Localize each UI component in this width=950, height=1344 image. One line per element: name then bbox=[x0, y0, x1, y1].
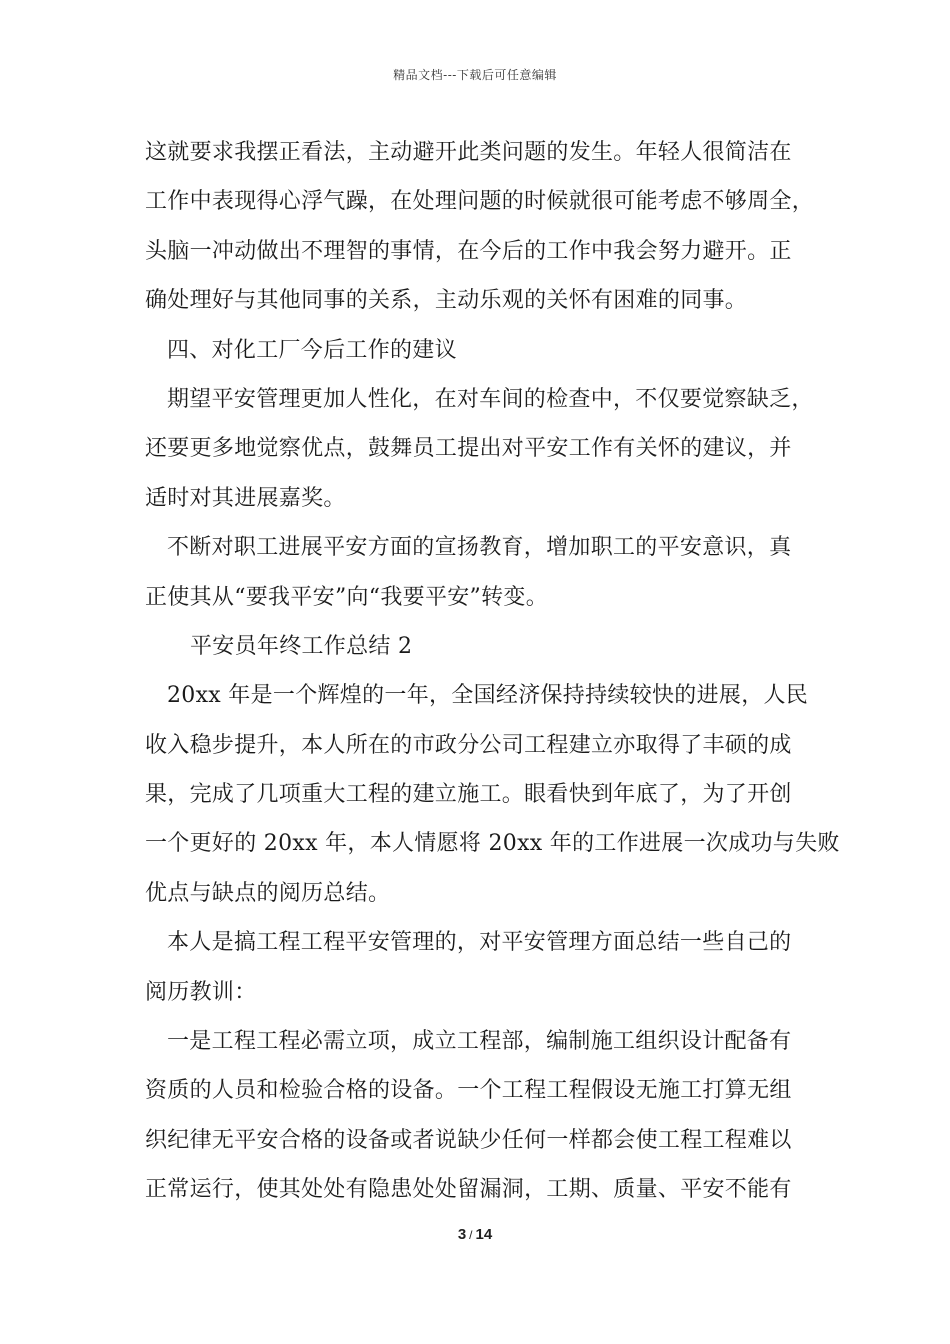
page-header: 精品文档---下载后可任意编辑 bbox=[393, 68, 557, 82]
document-body bbox=[145, 128, 840, 1215]
paragraph-line: 正常运行，使其处处有隐患处处留漏洞，工期、质量、平安不能有 bbox=[145, 1177, 792, 1203]
paragraph-line: 阅历教训： bbox=[145, 979, 257, 1005]
section-title: 平安员年终工作总结 2 bbox=[190, 633, 413, 659]
paragraph-line: 收入稳步提升，本人所在的市政分公司工程建立亦取得了丰硕的成 bbox=[145, 732, 792, 758]
paragraph-line: 20xx 年是一个辉煌的一年，全国经济保持持续较快的进展，人民 bbox=[167, 683, 809, 709]
paragraph-line: 这就要求我摆正看法，主动避开此类问题的发生。年轻人很简洁在 bbox=[145, 140, 792, 165]
current-page: 3 bbox=[457, 1226, 467, 1243]
paragraph-line: 还要更多地觉察优点，鼓舞员工提出对平安工作有关怀的建议，并 bbox=[145, 436, 792, 462]
paragraph-line: 一是工程工程必需立项，成立工程部，编制施工组织设计配备有 bbox=[167, 1029, 792, 1055]
paragraph-line: 确处理好与其他同事的关系，主动乐观的关怀有困难的同事。 bbox=[145, 288, 748, 314]
paragraph-line: 工作中表现得心浮气躁，在处理问题的时候就很可能考虑不够周全， bbox=[145, 189, 815, 215]
paragraph-line: 优点与缺点的阅历总结。 bbox=[145, 880, 391, 906]
page-number bbox=[0, 1226, 950, 1243]
paragraph-line: 一个更好的 20xx 年，本人情愿将 20xx 年的工作进展一次成功与失败 bbox=[145, 831, 840, 857]
paragraph-line: 不断对职工进展平安方面的宣扬教育，增加职工的平安意识，真 bbox=[167, 535, 792, 561]
page-separator: / bbox=[469, 1228, 473, 1242]
paragraph-line: 头脑一冲动做出不理智的事情，在今后的工作中我会努力避开。正 bbox=[145, 238, 792, 264]
paragraph-line: 织纪律无平安合格的设备或者说缺少任何一样都会使工程工程难以 bbox=[145, 1127, 792, 1153]
paragraph-line: 资质的人员和检验合格的设备。一个工程工程假设无施工打算无组 bbox=[145, 1078, 792, 1104]
section-heading: 四、对化工厂今后工作的建议 bbox=[167, 337, 457, 363]
total-pages: 14 bbox=[475, 1226, 493, 1243]
paragraph-line: 本人是搞工程工程平安管理的，对平安管理方面总结一些自己的 bbox=[167, 930, 792, 956]
paragraph-line: 果，完成了几项重大工程的建立施工。眼看快到年底了，为了开创 bbox=[145, 782, 792, 808]
paragraph-line: 期望平安管理更加人性化，在对车间的检查中，不仅要觉察缺乏， bbox=[167, 386, 814, 412]
paragraph-line: 适时对其进展嘉奖。 bbox=[145, 485, 346, 511]
paragraph-line: 正使其从“要我平安”向“我要平安”转变。 bbox=[145, 584, 548, 610]
